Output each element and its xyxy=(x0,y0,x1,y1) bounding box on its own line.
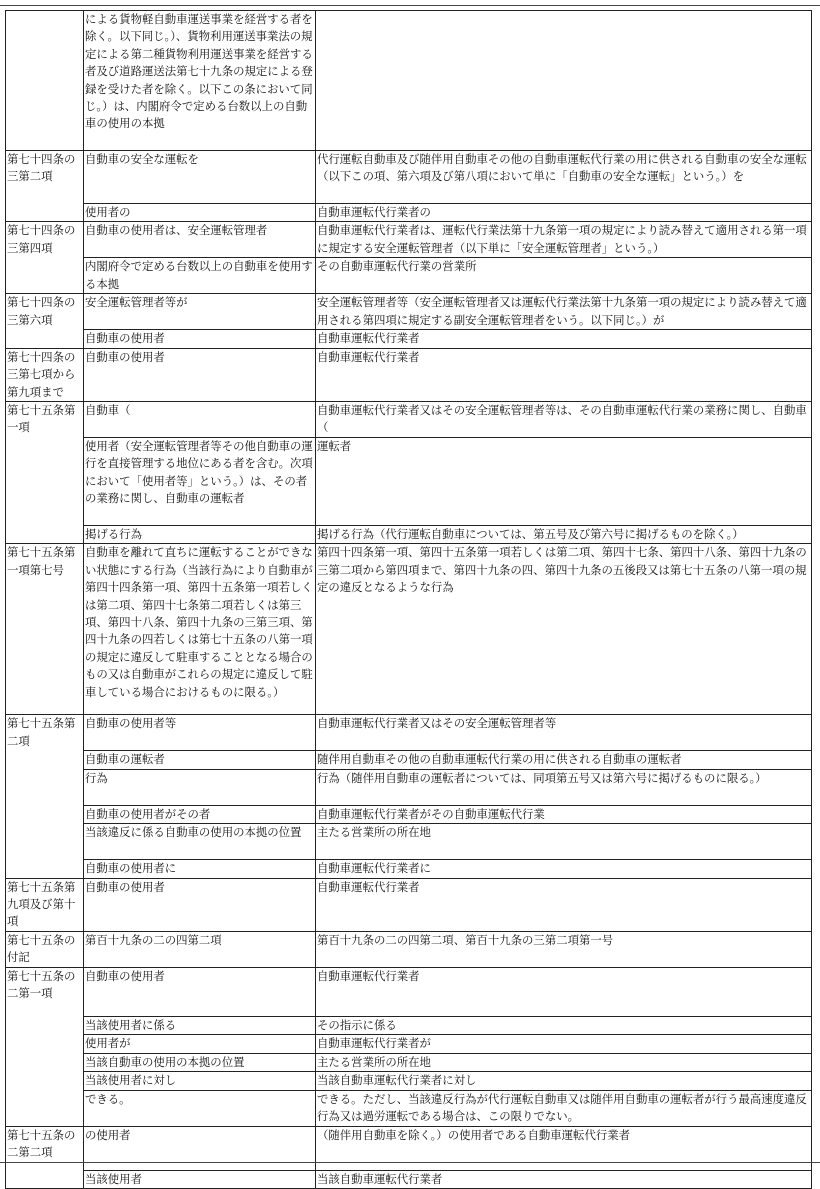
original-text-cell: 掲げる行為 xyxy=(84,526,316,544)
replacement-text-cell: 自動車運転代行業者又はその安全運転管理者等 xyxy=(316,715,812,751)
original-text-cell: 使用者の xyxy=(84,204,316,222)
replacement-text-cell: 行為（随伴用自動車の運転者については、同項第五号又は第六号に掲げるものに限る。） xyxy=(316,769,812,805)
table-row xyxy=(6,1090,812,1126)
article-cell: 第七十五条第一項第七号 xyxy=(6,544,84,715)
table-row xyxy=(6,151,812,204)
article-cell: 第七十四条の三第二項 xyxy=(6,151,84,222)
table-row xyxy=(6,751,812,769)
replacement-text-cell: 掲げる行為（代行運転自動車については、第五号及び第六号に掲げるものを除く。） xyxy=(316,526,812,544)
replacement-text-cell: 主たる営業所の所在地 xyxy=(316,824,812,860)
original-text-cell: 当該使用者に係る xyxy=(84,1016,316,1034)
substitution-table xyxy=(5,10,812,1189)
replacement-text-cell: できる。ただし、当該違反行為が代行運転自動車又は随伴用自動車の運転者が行う最高速度違反行為又は過労運転である場合は、この限りでない。 xyxy=(316,1090,812,1126)
table-row xyxy=(6,1053,812,1071)
original-text-cell: 自動車の運転者 xyxy=(84,751,316,769)
replacement-text-cell: 第百十九条の二の四第二項、第百十九条の三第二項第一号 xyxy=(316,931,812,967)
replacement-text-cell: 運転者 xyxy=(316,438,812,526)
article-cell: 第七十四条の三第六項 xyxy=(6,294,84,348)
original-text-cell: 内閣府令で定める台数以上の自動車を使用する本拠 xyxy=(84,258,316,294)
replacement-text-cell: 自動車運転代行業者がその自動車運転代行業 xyxy=(316,805,812,823)
replacement-text-cell: 自動車運転代行業者は、運転代行業法第十九条第一項の規定により読み替えて適用される第一項に規定する安全運転管理者（以下単に「安全運転管理者」という。） xyxy=(316,222,812,258)
replacement-text-cell: 自動車運転代行業者が xyxy=(316,1035,812,1053)
original-text-cell: 自動車の使用者等 xyxy=(84,715,316,751)
original-text-cell: 自動車の使用者 xyxy=(84,348,316,401)
table-body xyxy=(6,11,812,1189)
replacement-text-cell: （随伴用自動車を除く。）の使用者である自動車運転代行業者 xyxy=(316,1126,812,1170)
replacement-text-cell: その自動車運転代行業の営業所 xyxy=(316,258,812,294)
replacement-text-cell: 自動車運転代行業者に xyxy=(316,860,812,878)
original-text-cell: 行為 xyxy=(84,769,316,805)
original-text-cell: 当該使用者に対し xyxy=(84,1072,316,1090)
article-cell: 第七十五条第九項及び第十項 xyxy=(6,878,84,931)
original-text-cell: 自動車の使用者に xyxy=(84,860,316,878)
table-row xyxy=(6,258,812,294)
table-row xyxy=(6,860,812,878)
original-text-cell: 自動車（ xyxy=(84,402,316,438)
table-row xyxy=(6,1126,812,1170)
table-row xyxy=(6,526,812,544)
article-cell: 第七十五条の二第一項 xyxy=(6,967,84,1126)
table-row xyxy=(6,294,812,330)
table-row xyxy=(6,544,812,715)
replacement-text-cell: 自動車運転代行業者 xyxy=(316,348,812,401)
table-row xyxy=(6,878,812,931)
article-cell: 第七十四条の三第七項から第九項まで xyxy=(6,348,84,401)
replacement-text-cell: 第四十四条第一項、第四十五条第一項若しくは第二項、第四十七条、第四十八条、第四十九条の三第二項から第四項まで、第四十九条の四、第四十九条の五後段又は第七十五条の八第一項の規定の違反となるような行為 xyxy=(316,544,812,715)
original-text-cell: 自動車の使用者 xyxy=(84,967,316,1016)
original-text-cell: できる。 xyxy=(84,1090,316,1126)
table-row xyxy=(6,330,812,348)
original-text-cell: 自動車の使用者は、安全運転管理者 xyxy=(84,222,316,258)
replacement-text-cell: 当該自動車運転代行業者 xyxy=(316,1170,812,1188)
replacement-text-cell: 自動車運転代行業者 xyxy=(316,878,812,931)
original-text-cell: 当該自動車の使用の本拠の位置 xyxy=(84,1053,316,1071)
table-row xyxy=(6,931,812,967)
table-row xyxy=(6,805,812,823)
original-text-cell: の使用者 xyxy=(84,1126,316,1170)
table-row xyxy=(6,1016,812,1034)
table-row xyxy=(6,204,812,222)
article-cell: 第七十五条の二第二項 xyxy=(6,1126,84,1188)
original-text-cell: 第百十九条の二の四第二項 xyxy=(84,931,316,967)
article-cell xyxy=(6,11,84,151)
table-row xyxy=(6,715,812,751)
replacement-text-cell: 自動車運転代行業者の xyxy=(316,204,812,222)
table-row xyxy=(6,769,812,805)
replacement-text-cell: 代行運転自動車及び随伴用自動車その他の自動車運転代行業の用に供される自動車の安全な運転（以下この項、第六項及び第八項において単に「自動車の安全な運転」という。）を xyxy=(316,151,812,204)
table-row xyxy=(6,222,812,258)
original-text-cell: 安全運転管理者等が xyxy=(84,294,316,330)
table-row xyxy=(6,1170,812,1188)
table-row xyxy=(6,824,812,860)
table-row xyxy=(6,1072,812,1090)
original-text-cell: 使用者が xyxy=(84,1035,316,1053)
top-rule xyxy=(0,5,820,6)
replacement-text-cell: 随伴用自動車その他の自動車運転代行業の用に供される自動車の運転者 xyxy=(316,751,812,769)
bottom-rule xyxy=(0,1162,820,1163)
original-text-cell: 自動車の使用者 xyxy=(84,878,316,931)
original-text-cell: 使用者（安全運転管理者等その他自動車の運行を直接管理する地位にある者を含む。次項において「使用者等」という。）は、その者の業務に関し、自動車の運転者 xyxy=(84,438,316,526)
replacement-text-cell: 当該自動車運転代行業者に対し xyxy=(316,1072,812,1090)
original-text-cell: 当該使用者 xyxy=(84,1170,316,1188)
replacement-text-cell: その指示に係る xyxy=(316,1016,812,1034)
original-text-cell: 当該違反に係る自動車の使用の本拠の位置 xyxy=(84,824,316,860)
original-text-cell: 自動車の使用者がその者 xyxy=(84,805,316,823)
replacement-text-cell: 自動車運転代行業者 xyxy=(316,330,812,348)
original-text-cell: による貨物軽自動車運送事業を経営する者を除く。以下同じ。）、貨物利用運送事業法の規定による第二種貨物利用運送事業を経営する者及び道路運送法第七十九条の規定による登録を受けた者を除く。以下この条において同じ。）は、内閣府令で定める台数以上の自動車の使用の本拠 xyxy=(84,11,316,151)
original-text-cell: 自動車の使用者 xyxy=(84,330,316,348)
table-row xyxy=(6,11,812,151)
table-row xyxy=(6,402,812,438)
table-row xyxy=(6,438,812,526)
replacement-text-cell: 安全運転管理者等（安全運転管理者又は運転代行業法第十九条第一項の規定により読み替えて適用される第四項に規定する副安全運転管理者をいう。以下同じ。）が xyxy=(316,294,812,330)
original-text-cell: 自動車の安全な運転を xyxy=(84,151,316,204)
table-row xyxy=(6,967,812,1016)
article-cell: 第七十五条第一項 xyxy=(6,402,84,544)
article-cell: 第七十五条第二項 xyxy=(6,715,84,878)
original-text-cell: 自動車を離れて直ちに運転することができない状態にする行為（当該行為により自動車が第四十四条第一項、第四十五条第一項若しくは第二項、第四十七条第二項若しくは第三項、第四十八条、第四十九条の三第三項、第四十九条の四若しくは第七十五条の八第一項の規定に違反して駐車することとなる場合のもの又は自動車がこれらの規定に違反して駐車している場合におけるものに限る。） xyxy=(84,544,316,715)
table-row xyxy=(6,1035,812,1053)
replacement-text-cell xyxy=(316,11,812,151)
table-row xyxy=(6,348,812,401)
article-cell: 第七十四条の三第四項 xyxy=(6,222,84,294)
article-cell: 第七十五条の付記 xyxy=(6,931,84,967)
replacement-text-cell: 主たる営業所の所在地 xyxy=(316,1053,812,1071)
replacement-text-cell: 自動車運転代行業者又はその安全運転管理者等は、その自動車運転代行業の業務に関し、自動車（ xyxy=(316,402,812,438)
replacement-text-cell: 自動車運転代行業者 xyxy=(316,967,812,1016)
